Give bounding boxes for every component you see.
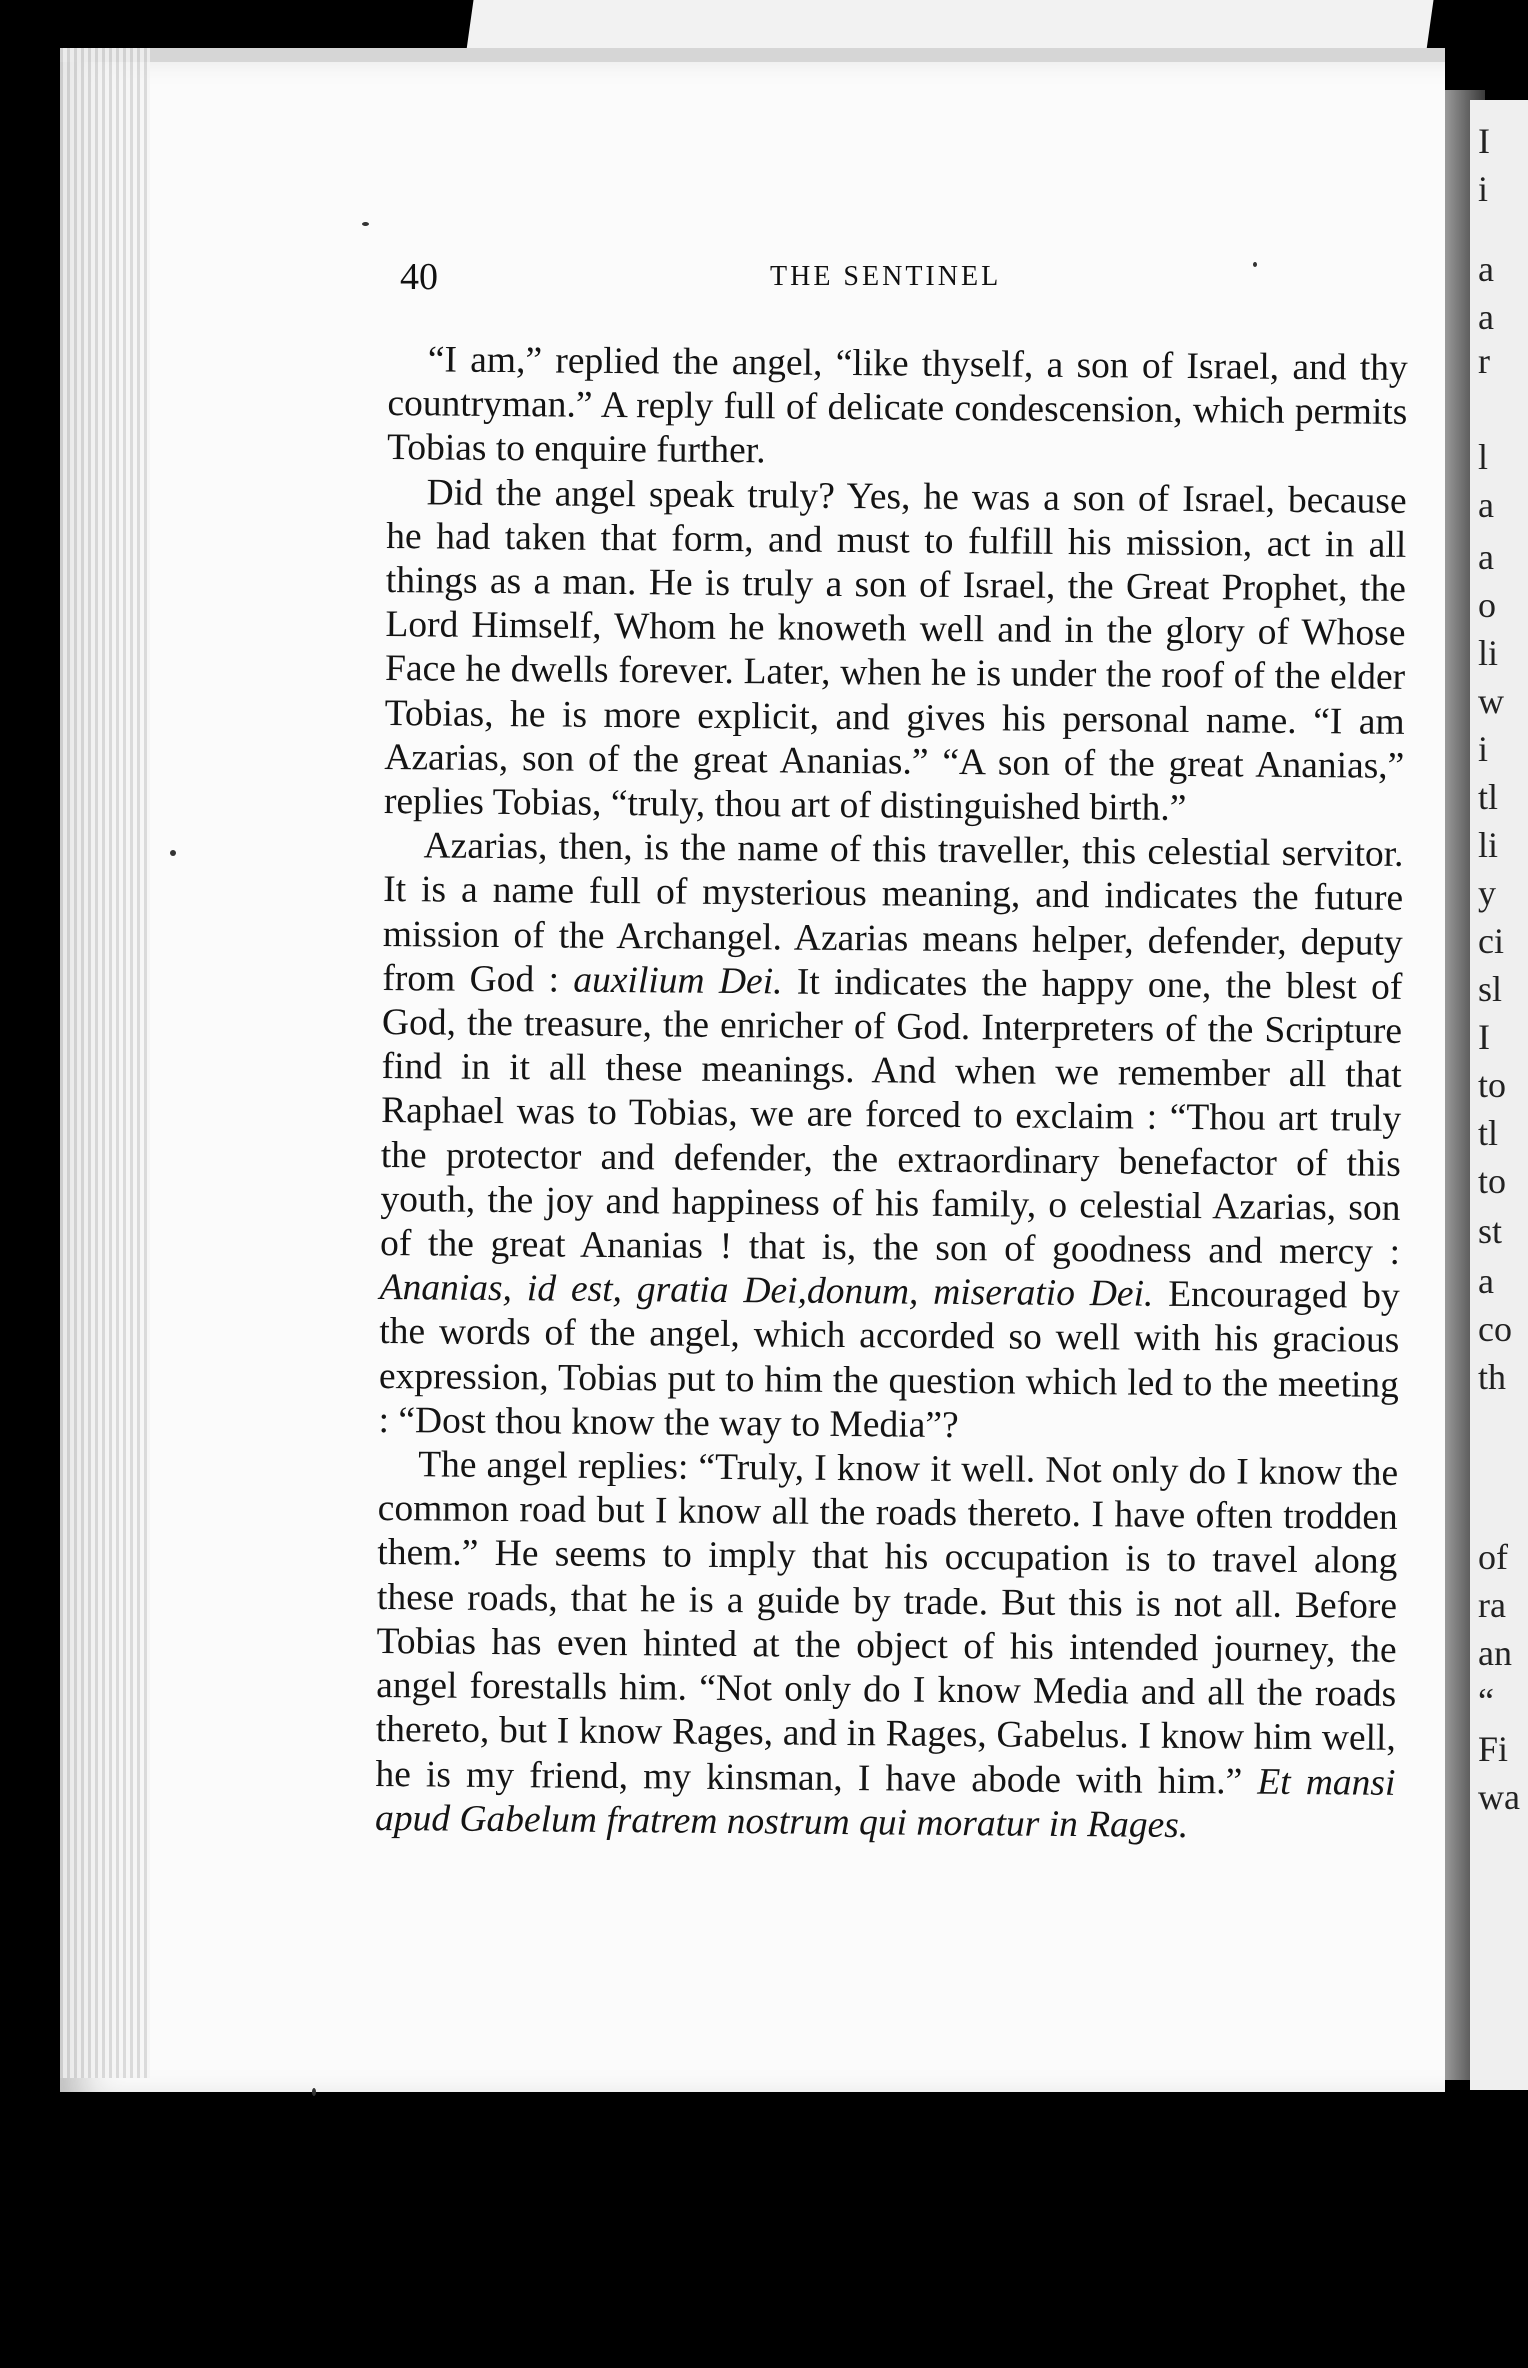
facing-page-fragment: l — [1478, 437, 1489, 477]
paragraph-4 — [375, 1443, 1398, 1850]
facing-page-fragment: an — [1478, 1633, 1512, 1673]
page-top-edge — [466, 0, 1433, 50]
facing-page-fragment: r — [1478, 341, 1490, 381]
facing-page-fragment: co — [1478, 1309, 1512, 1349]
paragraph-3 — [378, 824, 1403, 1452]
facing-page-fragment: li — [1478, 825, 1499, 865]
facing-page-fragment: ra — [1478, 1585, 1506, 1625]
facing-page-fragment: i — [1478, 729, 1489, 769]
latin-phrase-ananias: Ananias, id est, gratia Dei,donum, miseratio Dei. — [379, 1267, 1154, 1315]
facing-page-fragment: a — [1478, 537, 1494, 577]
paragraph-3-text-b: It indicates the happy one, the blest of God, the treasure, the enricher of God. Interpreters of the Scripture find in it all these meanings. And when we remember all that Raphael was to Tobias, we are forced to exclaim : “Thou art truly the protector and defender, the extraordinary benefactor of this youth, the joy and happiness of his family, o celestial Azarias, son of the great Ananias ! that is, the son of goodness and mercy : — [379, 961, 1403, 1273]
facing-page-fragment: “ — [1478, 1681, 1494, 1721]
latin-phrase-auxilium: auxilium Dei. — [573, 959, 783, 1003]
facing-page-fragment: w — [1478, 681, 1504, 721]
paragraph-4-text: The angel replies: “Truly, I know it well. Not only do I know the common road but I know all the roads thereto. I have often trodden them.” He seems to imply that his occupation is to travel along these roads, that he is a guide by trade. But this is not all. Before Tobias has even hinted at the object of his intended journey, the angel forestalls him. “Not only do I know Media and all the roads thereto, but I know Rages, and in Rages, Gabelus. I know him well, he is my friend, my kinsman, I have abode with him.” — [375, 1444, 1399, 1803]
page-header — [400, 255, 1400, 305]
facing-page-fragment: Fi — [1478, 1729, 1509, 1769]
latin-phrase-et-mansi: Et mansi apud Gabelum fratrem nostrum qui moratur in Rages. — [374, 1761, 1396, 1846]
facing-page-fragment: a — [1478, 249, 1494, 289]
paragraph-1: “I am,” replied the angel, “like thyself, a son of Israel, and thy countryman.” A reply full of delicate condescension, which permits Tobias to enquire further. — [386, 339, 1408, 472]
facing-page-fragment: sl — [1478, 969, 1503, 1009]
body-text — [375, 338, 1408, 1850]
facing-page-fragment: a — [1478, 485, 1494, 525]
scan-speck — [170, 850, 176, 856]
facing-page-fragment: wa — [1478, 1777, 1520, 1817]
facing-page-fragment: ci — [1478, 921, 1504, 961]
page-number: 40 — [400, 256, 438, 298]
facing-page-fragment: i — [1478, 169, 1489, 209]
facing-page-fragment: o — [1478, 585, 1496, 625]
facing-page-fragment: tl — [1478, 1113, 1499, 1153]
facing-page-fragment: a — [1478, 297, 1494, 337]
paragraph-2: Did the angel speak truly? Yes, he was a son of Israel, because he had taken that form, and must to fulfill his mission, act in all things as a man. He is truly a son of Israel, the Great Prophet, the Lord Himself, Whom he knoweth well and in the glory of Whose Face he dwells forever. Later, when he is under the roof of the elder Tobias, he is more explicit, and gives his personal name. “I am Azarias, son of the great Ananias.” “A son of the great Ananias,” replies Tobias, “truly, thou art of distinguished birth.” — [383, 471, 1407, 830]
facing-page-edge — [1470, 100, 1528, 2090]
scan-speck — [312, 2088, 316, 2096]
facing-page-fragment: to — [1478, 1065, 1507, 1105]
paragraph-3-text-c: Encouraged by the words of the angel, which accorded so well with his gracious expression, Tobias put to him the question which led to the meeting : “Dost thou know the way to Media”? — [378, 1273, 1400, 1446]
facing-page-fragment: st — [1478, 1211, 1503, 1251]
facing-page-fragment: I — [1478, 121, 1490, 161]
facing-page-fragment: y — [1478, 873, 1496, 913]
paragraph-3-text-a: Azarias, then, is the name of this traveller, this celestial servitor. It is a name full of mysterious meaning, and indicates the future mission of the Archangel. Azarias means helper, defender, deputy from God : — [382, 825, 1404, 1001]
scan-speck — [362, 222, 369, 226]
facing-page-fragment: a — [1478, 1261, 1494, 1301]
running-title: THE SENTINEL — [770, 261, 1002, 292]
facing-page-fragment: to — [1478, 1161, 1507, 1201]
facing-page-fragment: I — [1478, 1017, 1490, 1057]
facing-page-fragment: of — [1478, 1537, 1508, 1577]
facing-page-fragment: li — [1478, 633, 1499, 673]
facing-page-fragment: tl — [1478, 777, 1499, 817]
scan-speck — [1253, 262, 1257, 267]
facing-page-fragment: th — [1478, 1357, 1507, 1397]
page-stack-edges — [60, 48, 150, 2078]
